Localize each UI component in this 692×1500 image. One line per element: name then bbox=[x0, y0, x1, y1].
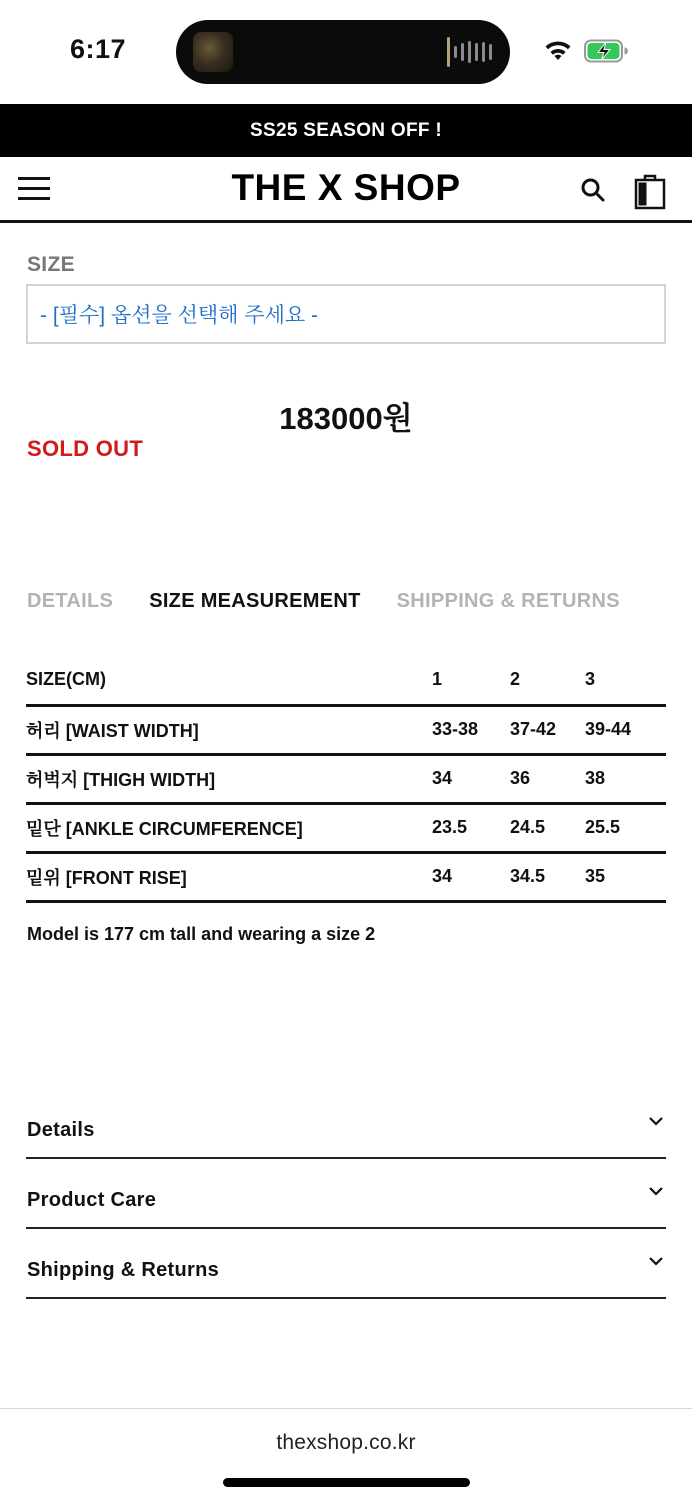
size-option-select[interactable] bbox=[26, 284, 666, 344]
table-cell: 허벅지 [THIGH WIDTH] bbox=[26, 769, 216, 790]
table-cell: 24.5 bbox=[510, 817, 546, 837]
product-price: 183000원 bbox=[279, 401, 413, 436]
chevron-down-icon bbox=[648, 1185, 664, 1197]
table-cell: 34 bbox=[432, 866, 453, 886]
table-header-cell: 3 bbox=[585, 669, 596, 690]
audio-waveform-icon bbox=[447, 37, 492, 67]
tab-size-measurement[interactable]: SIZE MEASUREMENT bbox=[149, 590, 361, 612]
site-header bbox=[0, 157, 692, 223]
size-option-selected-value: - [필수] 옵션을 선택해 주세요 - bbox=[40, 304, 318, 327]
accordion-label: Details bbox=[27, 1119, 95, 1141]
table-header-cell: 2 bbox=[510, 669, 521, 690]
tab-details[interactable]: DETAILS bbox=[27, 590, 114, 612]
sold-out-badge: SOLD OUT bbox=[27, 436, 144, 461]
search-icon[interactable] bbox=[580, 177, 606, 203]
table-row bbox=[26, 852, 666, 901]
table-header-cell: SIZE(CM) bbox=[26, 669, 106, 690]
product-info-tabs bbox=[27, 590, 620, 613]
wifi-icon bbox=[543, 40, 573, 62]
table-header-cell: 1 bbox=[432, 669, 443, 690]
promo-banner[interactable] bbox=[0, 104, 692, 157]
now-playing-artwork bbox=[193, 32, 233, 72]
table-header-row bbox=[26, 656, 666, 705]
table-cell: 23.5 bbox=[432, 817, 468, 837]
chevron-down-icon bbox=[648, 1115, 664, 1127]
accordion-product-care[interactable] bbox=[26, 1159, 666, 1229]
size-measurement-table bbox=[26, 656, 666, 903]
dynamic-island[interactable] bbox=[176, 20, 510, 84]
status-time: 6:17 bbox=[70, 34, 127, 64]
accordion-details[interactable] bbox=[26, 1089, 666, 1159]
table-cell: 35 bbox=[585, 866, 606, 886]
size-option-label: SIZE bbox=[27, 253, 75, 276]
table-row bbox=[26, 705, 666, 754]
table-cell: 37-42 bbox=[510, 719, 557, 739]
tab-shipping-returns[interactable]: SHIPPING & RETURNS bbox=[396, 590, 620, 612]
browser-address-bar[interactable] bbox=[0, 1408, 692, 1500]
table-cell: 39-44 bbox=[585, 719, 632, 739]
shopping-bag-icon[interactable] bbox=[634, 174, 666, 210]
table-cell: 36 bbox=[510, 768, 531, 788]
battery-charging-icon bbox=[584, 39, 628, 63]
table-row bbox=[26, 803, 666, 852]
table-cell: 34.5 bbox=[510, 866, 546, 886]
table-row bbox=[26, 754, 666, 803]
promo-text: SS25 SEASON OFF ! bbox=[250, 119, 442, 141]
accordion-label: Product Care bbox=[27, 1189, 157, 1211]
home-indicator[interactable] bbox=[223, 1478, 470, 1487]
accordion-label: Shipping & Returns bbox=[27, 1259, 220, 1281]
table-cell: 38 bbox=[585, 768, 606, 788]
table-cell: 25.5 bbox=[585, 817, 621, 837]
site-logo[interactable]: THE X SHOP bbox=[231, 167, 461, 208]
model-size-note: Model is 177 cm tall and wearing a size 2 bbox=[27, 924, 376, 944]
table-cell: 밑위 [FRONT RISE] bbox=[26, 867, 187, 888]
site-url: thexshop.co.kr bbox=[276, 1431, 416, 1454]
table-cell: 밑단 [ANKLE CIRCUMFERENCE] bbox=[26, 818, 303, 839]
table-cell: 33-38 bbox=[432, 719, 479, 739]
status-bar bbox=[0, 0, 692, 104]
accordion-shipping-returns[interactable] bbox=[26, 1229, 666, 1299]
table-cell: 34 bbox=[432, 768, 453, 788]
hamburger-menu-icon[interactable] bbox=[18, 175, 50, 201]
table-cell: 허리 [WAIST WIDTH] bbox=[26, 720, 199, 741]
chevron-down-icon bbox=[648, 1255, 664, 1267]
